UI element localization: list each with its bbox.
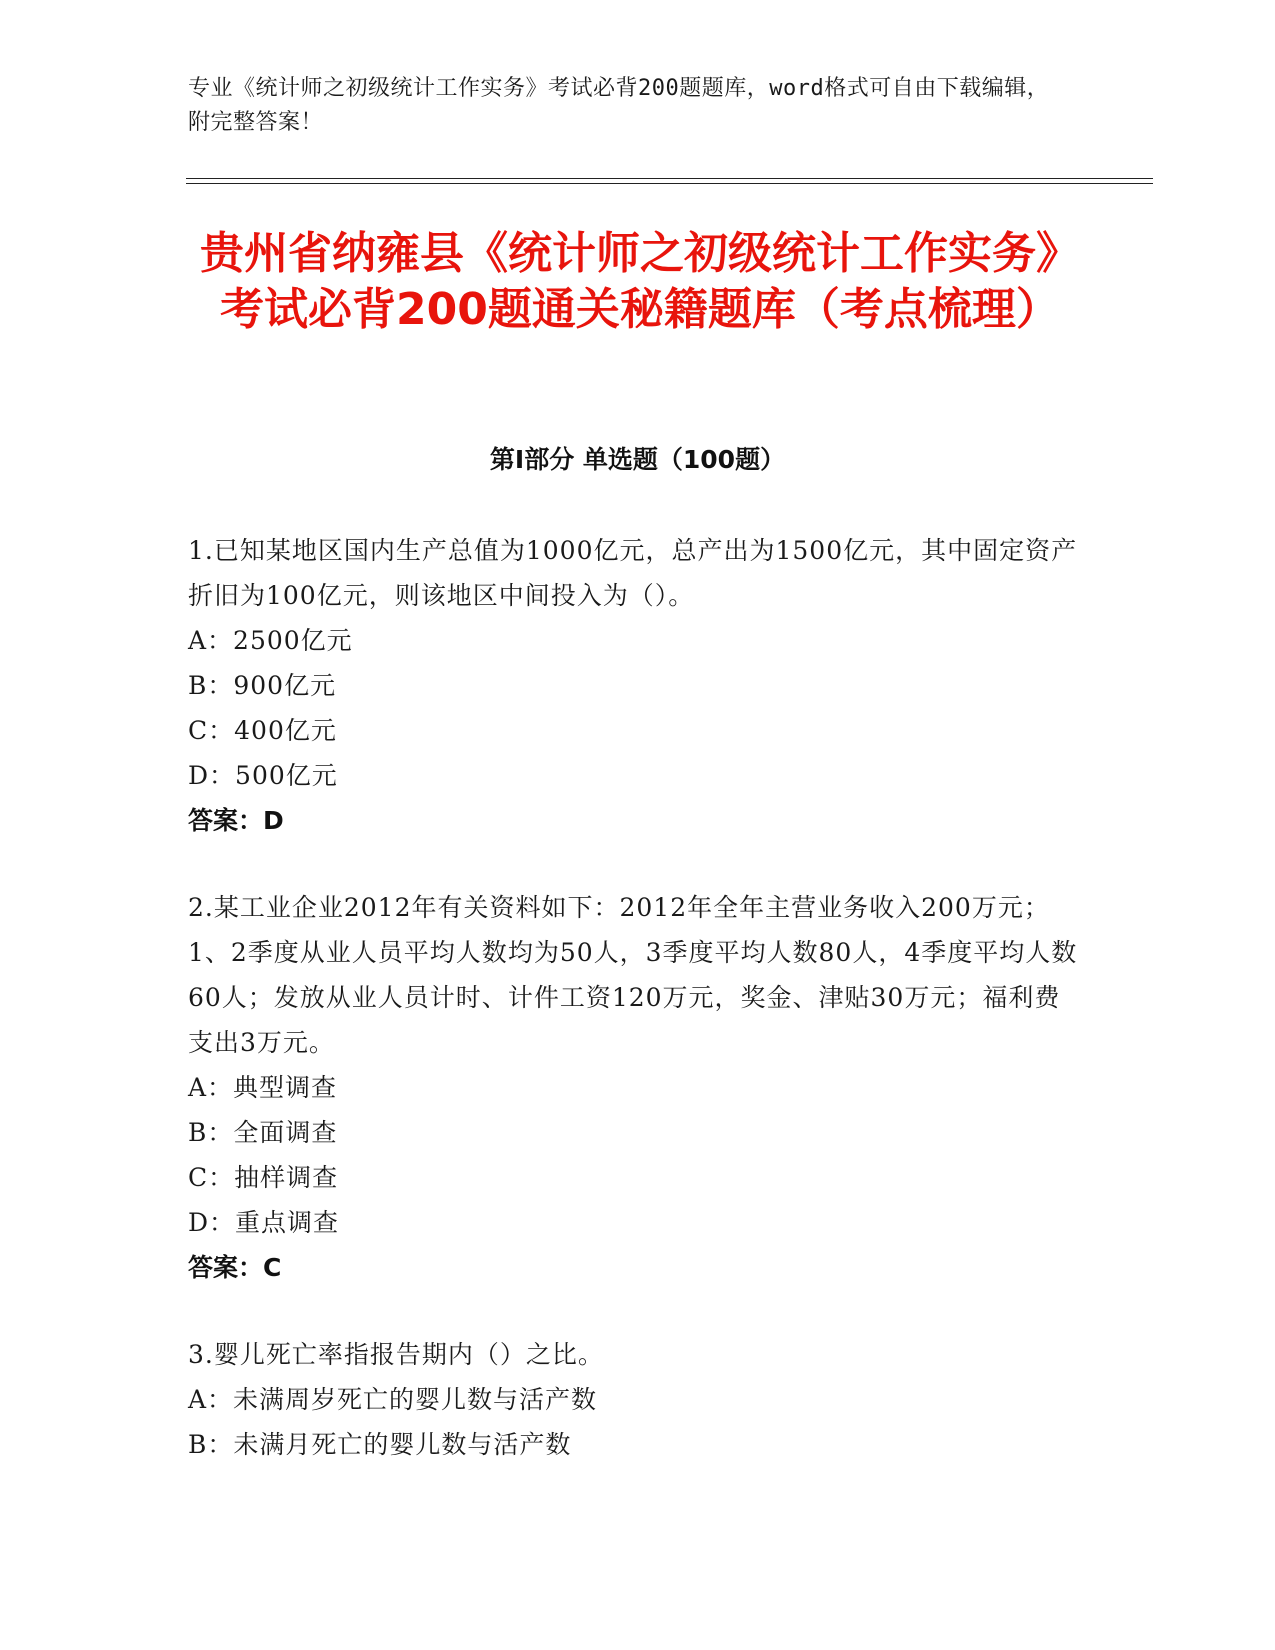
option-b: B：未满月死亡的婴儿数与活产数 bbox=[188, 1430, 572, 1459]
option-c: C：400亿元 bbox=[188, 716, 337, 745]
question-list bbox=[188, 528, 1078, 1509]
option-c: C：抽样调查 bbox=[188, 1163, 339, 1192]
option-a: A：未满周岁死亡的婴儿数与活产数 bbox=[188, 1385, 598, 1414]
question-stem: 2.某工业企业2012年有关资料如下：2012年全年主营业务收入200万元；1、2季度从业人员平均人数均为50人，3季度平均人数80人，4季度平均人数60人；发放从业人员计时、计件工资120万元，奖金、津贴30万元；福利费支出3万元。 bbox=[188, 893, 1078, 1057]
question-stem: 3.婴儿死亡率指报告期内（）之比。 bbox=[188, 1340, 604, 1369]
option-d: D：重点调查 bbox=[188, 1208, 340, 1237]
question-3 bbox=[188, 1332, 1078, 1467]
answer: 答案：C bbox=[188, 1253, 282, 1282]
option-b: B：全面调查 bbox=[188, 1118, 338, 1147]
option-b: B：900亿元 bbox=[188, 671, 337, 700]
option-a: A：典型调查 bbox=[188, 1073, 338, 1102]
header-divider-bottom bbox=[186, 183, 1153, 184]
question-1 bbox=[188, 528, 1078, 843]
header-divider-top bbox=[186, 178, 1153, 179]
question-2 bbox=[188, 885, 1078, 1290]
header-note: 专业《统计师之初级统计工作实务》考试必背200题题库，word格式可自由下载编辑，附完整答案！ bbox=[188, 76, 1050, 135]
option-d: D：500亿元 bbox=[188, 761, 338, 790]
section-title: 第I部分 单选题（100题） bbox=[489, 445, 786, 474]
option-a: A：2500亿元 bbox=[188, 626, 353, 655]
question-stem: 1.已知某地区国内生产总值为1000亿元，总产出为1500亿元，其中固定资产折旧为100亿元，则该地区中间投入为（）。 bbox=[188, 536, 1078, 610]
document-title: 贵州省纳雍县《统计师之初级统计工作实务》考试必背200题通关秘籍题库（考点梳理） bbox=[200, 228, 1080, 335]
answer: 答案：D bbox=[188, 806, 284, 835]
